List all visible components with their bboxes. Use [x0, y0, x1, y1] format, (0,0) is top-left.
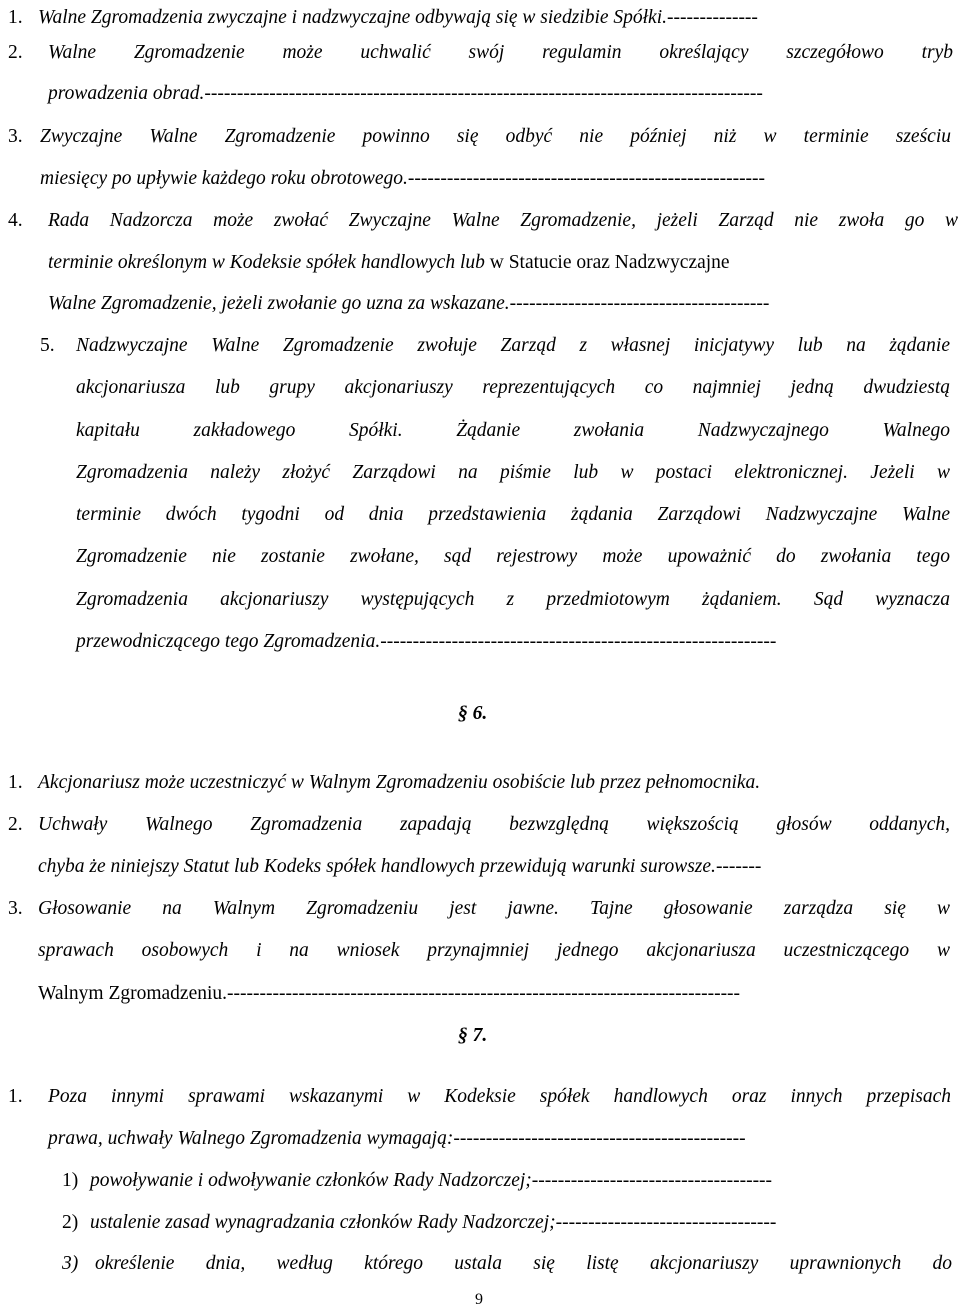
item-text: Zgromadzenia należy złożyć Zarządowi na piśmie lub w postaci elektronicznej. Jeżeli w	[76, 462, 950, 483]
item-number: 4.	[8, 210, 23, 231]
item-text: przewodniczącego tego Zgromadzenia.-------------------------------------------------------------	[76, 631, 777, 652]
item-text: prawa, uchwały Walnego Zgromadzenia wymagają:---------------------------------------------	[48, 1128, 746, 1149]
item-text: terminie dwóch tygodni od dnia przedstawienia żądania Zarządowi Nadzwyczajne Walne	[76, 504, 950, 525]
item-number: 1.	[8, 7, 23, 28]
page-number: 9	[475, 1291, 483, 1308]
item-text: Walne Zgromadzenie może uchwalić swój regulamin określający szczegółowo tryb	[48, 42, 953, 63]
item-number: 2.	[8, 814, 23, 835]
subitem-text: powoływanie i odwoływanie członków Rady Nadzorczej;-------------------------------------	[90, 1170, 773, 1191]
item-text: Zgromadzenia akcjonariuszy występujących z przedmiotowym żądaniem. Sąd wyznacza	[76, 589, 950, 610]
section-heading-6: § 6.	[458, 703, 488, 724]
item-number: 5.	[40, 335, 55, 356]
item-number: 3.	[8, 898, 23, 919]
subitem-text: ustalenie zasad wynagradzania członków Rady Nadzorczej;----------------------------------	[90, 1212, 777, 1233]
subitem-number: 2)	[62, 1212, 79, 1233]
item-text: Walnym Zgromadzeniu.-------------------------------------------------------------------------------	[38, 983, 741, 1004]
item-text: akcjonariusza lub grupy akcjonariuszy reprezentujących co najmniej jedną dwudziestą	[76, 377, 950, 398]
subitem-text: określenie dnia, według którego ustala się listę akcjonariuszy uprawnionych do	[95, 1253, 952, 1274]
item-number: 1.	[8, 1086, 23, 1107]
item-text: Uchwały Walnego Zgromadzenia zapadają bezwzględną większością głosów oddanych,	[38, 814, 950, 835]
item-text: miesięcy po upływie każdego roku obrotowego.-------------------------------------------------------	[40, 168, 766, 189]
subitem-number: 1)	[62, 1170, 79, 1191]
item-text: terminie określonym w Kodeksie spółek handlowych lub w Statucie oraz Nadzwyczajne	[48, 252, 730, 273]
item-text: Zwyczajne Walne Zgromadzenie powinno się odbyć nie później niż w terminie sześciu	[40, 126, 951, 147]
item-number: 2.	[8, 42, 23, 63]
item-number: 3.	[8, 126, 23, 147]
item-text: Nadzwyczajne Walne Zgromadzenie zwołuje Zarząd z własnej inicjatywy lub na żądanie	[76, 335, 950, 356]
item-text: prowadzenia obrad.--------------------------------------------------------------------------------------	[48, 83, 763, 104]
item-number: 1.	[8, 772, 23, 793]
item-text: Rada Nadzorcza może zwołać Zwyczajne Walne Zgromadzenie, jeżeli Zarząd nie zwoła go w	[48, 210, 958, 231]
item-text: Walne Zgromadzenie, jeżeli zwołanie go uzna za wskazane.----------------------------------------	[48, 293, 770, 314]
item-text: Głosowanie na Walnym Zgromadzeniu jest jawne. Tajne głosowanie zarządza się w	[38, 898, 950, 919]
item-text: Poza innymi sprawami wskazanymi w Kodeksie spółek handlowych oraz innych przepisach	[48, 1086, 951, 1107]
item-text: Zgromadzenie nie zostanie zwołane, sąd rejestrowy może upoważnić do zwołania tego	[76, 546, 950, 567]
section-heading-7: § 7.	[458, 1025, 488, 1046]
item-text: kapitału zakładowego Spółki. Żądanie zwołania Nadzwyczajnego Walnego	[76, 420, 950, 441]
item-text: chyba że niniejszy Statut lub Kodeks spółek handlowych przewidują warunki surowsze.-------	[38, 856, 762, 877]
subitem-number: 3)	[62, 1253, 79, 1274]
item-text: Walne Zgromadzenia zwyczajne i nadzwyczajne odbywają się w siedzibie Spółki.--------------	[38, 7, 758, 28]
item-text: Akcjonariusz może uczestniczyć w Walnym Zgromadzeniu osobiście lub przez pełnomocnika.	[38, 772, 761, 793]
item-text: sprawach osobowych i na wniosek przynajmniej jednego akcjonariusza uczestniczącego w	[38, 940, 950, 961]
